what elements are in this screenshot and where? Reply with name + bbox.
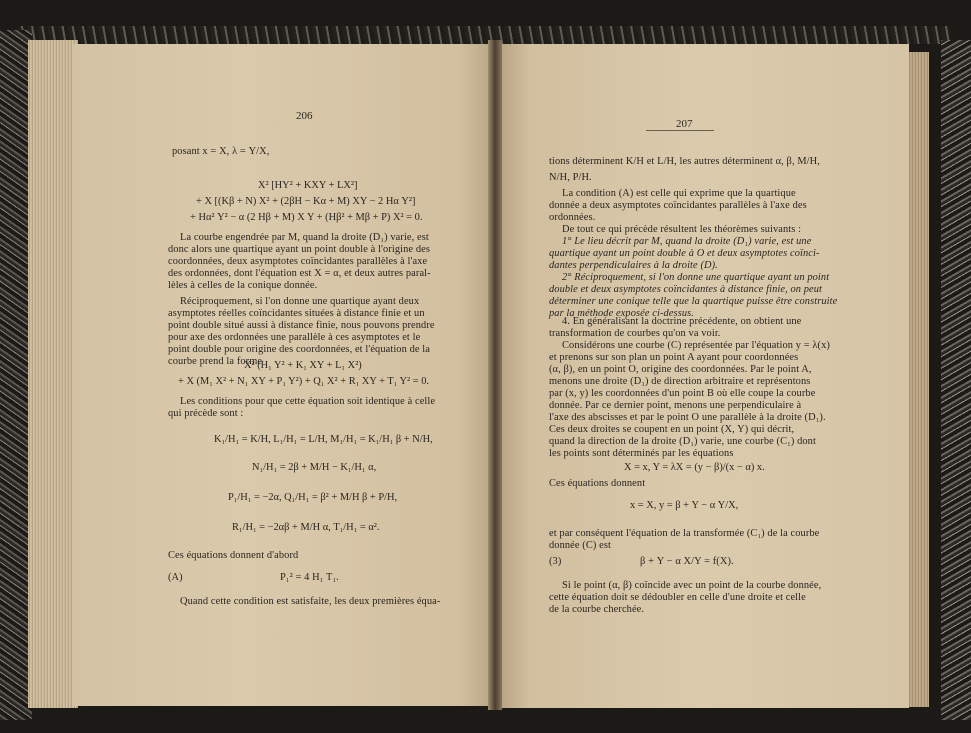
equation-line: X² (H₁ Y² + K₁ XY + L₁ X²): [244, 360, 362, 371]
text-line: La courbe engendrée par M, quand la droite (D₁) varie, est: [180, 232, 429, 243]
equation-system-line: N₁/H₁ = 2β + M/H − K₁/H₁ α,: [252, 462, 377, 473]
equation-line: X = x, Y = λX = (y − β)/(x − α) x.: [624, 462, 765, 473]
text-line: Considérons une courbe (C) représentée par l'équation y = λ(x): [562, 340, 830, 351]
text-line: N/H, P/H.: [549, 172, 592, 183]
theorem-line: double et deux asymptotes coïncidantes à distance finie, on peut: [549, 284, 823, 295]
text-line: transformation de courbes qu'on va voir.: [549, 328, 721, 339]
theorem-line: déterminer une conique telle que la quartique puisse être construite: [549, 296, 838, 307]
text-line: et par conséquent l'équation de la transformée (C₁) de la courbe: [549, 528, 820, 539]
text-line: Si le point (α, β) coïncide avec un point de la courbe donnée,: [562, 580, 822, 591]
text-line: l'axe des abscisses et par le point O une parallèle à la droite (D₁).: [549, 412, 826, 423]
text-line: Quand cette condition est satisfaite, les deux premières équa-: [180, 596, 441, 607]
text-line: donnée (C) est: [549, 540, 611, 551]
text-line: quand la direction de la droite (D₁) varie, une courbe (C₁) dont: [549, 436, 816, 447]
text-line: donnée. Par ce dernier point, menons une perpendiculaire à: [549, 400, 802, 411]
text-line: donc alors une quartique ayant un point double à l'origine des: [168, 244, 430, 255]
text-line: ordonnées.: [549, 212, 596, 223]
theorem-line: 2° Réciproquement, si l'on donne une quartique ayant un point: [562, 272, 830, 283]
equation-line: + X (M₁ X² + N₁ XY + P₁ Y²) + Q₁ X² + R₁ XY + T₁ Y² = 0.: [178, 376, 429, 387]
text-line: cette équation doit se dédoubler en celle d'une droite et celle: [549, 592, 806, 603]
text-line: posant x = X, λ = Y/X,: [172, 146, 270, 157]
text-line: pour axe des ordonnées une parallèle à ces asymptotes et le: [168, 332, 421, 343]
equation-line: x = X, y = β + Y − α Y/X,: [630, 500, 739, 511]
theorem-line: par la méthode exposée ci-dessus.: [549, 308, 694, 319]
text-line: La condition (A) est celle qui exprime que la quartique: [562, 188, 796, 199]
text-line: qui précède sont :: [168, 408, 244, 419]
cover-marble-top: [20, 26, 950, 44]
theorem-line: dantes perpendiculaires à la droite (D).: [549, 260, 718, 271]
text-line: asymptotes réelles coïncidantes situées à distance finie et un: [168, 308, 425, 319]
page-number-right: 207: [676, 118, 693, 130]
text-line: point double situé aussi à distance finie, nous pouvons prendre: [168, 320, 435, 331]
text-line: lèles à celles de la conique donnée.: [168, 280, 318, 291]
cover-marble-right: [941, 40, 971, 720]
text-line: donnée a deux asymptotes coïncidantes parallèles à l'axe des: [549, 200, 807, 211]
text-line: des ordonnées, dont l'équation est X = α, et deux autres paral-: [168, 268, 431, 279]
page-number-rule: [646, 130, 714, 131]
text-line: et prenons sur son plan un point A ayant pour coordonnées: [549, 352, 799, 363]
text-line: Les conditions pour que cette équation soit identique à celle: [180, 396, 436, 407]
theorem-line: quartique ayant un point double à O et deux asymptotes coïnci-: [549, 248, 820, 259]
equation-line: + X [(Kβ + N) X² + (2βH − Kα + M) XY − 2 Hα Y²]: [196, 196, 416, 207]
equation-line: X² [HY² + KXY + LX²]: [258, 180, 358, 191]
text-line: (α, β), en un point O, origine des coordonnées. Par le point A,: [549, 364, 812, 375]
equation-system-line: P₁/H₁ = −2α, Q₁/H₁ = β² + M/H β + P/H,: [228, 492, 398, 503]
text-line: Ces deux droites se coupent en un point (X, Y) qui décrit,: [549, 424, 795, 435]
equation-system-line: K₁/H₁ = K/H, L₁/H₁ = L/H, M₁/H₁ = K₁/H₁ β + N/H,: [214, 434, 433, 445]
text-line: de la courbe cherchée.: [549, 604, 645, 615]
page-number-left: 206: [296, 110, 313, 122]
text-line: coordonnées, deux asymptotes coïncidantes parallèles à l'axe: [168, 256, 428, 267]
equation-label: (A): [168, 572, 183, 583]
text-line: Ces équations donnent: [549, 478, 646, 489]
text-line: les points sont déterminés par les équations: [549, 448, 734, 459]
text-line: menons une droite (D₁) de direction arbitraire et représentons: [549, 376, 811, 387]
equation-line: β + Y − α X/Y = f(X).: [640, 556, 734, 567]
text-line: tions déterminent K/H et L/H, les autres déterminent α, β, M/H,: [549, 156, 820, 167]
text-line: par (x, y) les coordonnées d'un point B où elle coupe la courbe: [549, 388, 816, 399]
book-gutter: [488, 40, 502, 710]
equation-label: (3): [549, 556, 562, 567]
equation-line: P₁² = 4 H₁ T₁.: [280, 572, 339, 583]
text-line: Réciproquement, si l'on donne une quartique ayant deux: [180, 296, 420, 307]
text-line: De tout ce qui précède résultent les théorèmes suivants :: [562, 224, 802, 235]
text-line: courbe prend la forme: [168, 356, 263, 367]
theorem-line: 1° Le lieu décrit par M, quand la droite (D₁) varie, est une: [562, 236, 812, 247]
section-heading-line: 4. En généralisant la doctrine précédente, on obtient une: [562, 316, 802, 327]
equation-system-line: R₁/H₁ = −2αβ + M/H α, T₁/H₁ = α².: [232, 522, 380, 533]
equation-line: + Hα² Y² − α (2 Hβ + M) X Y + (Hβ² + Mβ + P) X² = 0.: [190, 212, 423, 223]
text-line: point double pour origine des coordonnées, et l'équation de la: [168, 344, 430, 355]
text-line: Ces équations donnent d'abord: [168, 550, 299, 561]
page-edges-left: [28, 40, 78, 708]
